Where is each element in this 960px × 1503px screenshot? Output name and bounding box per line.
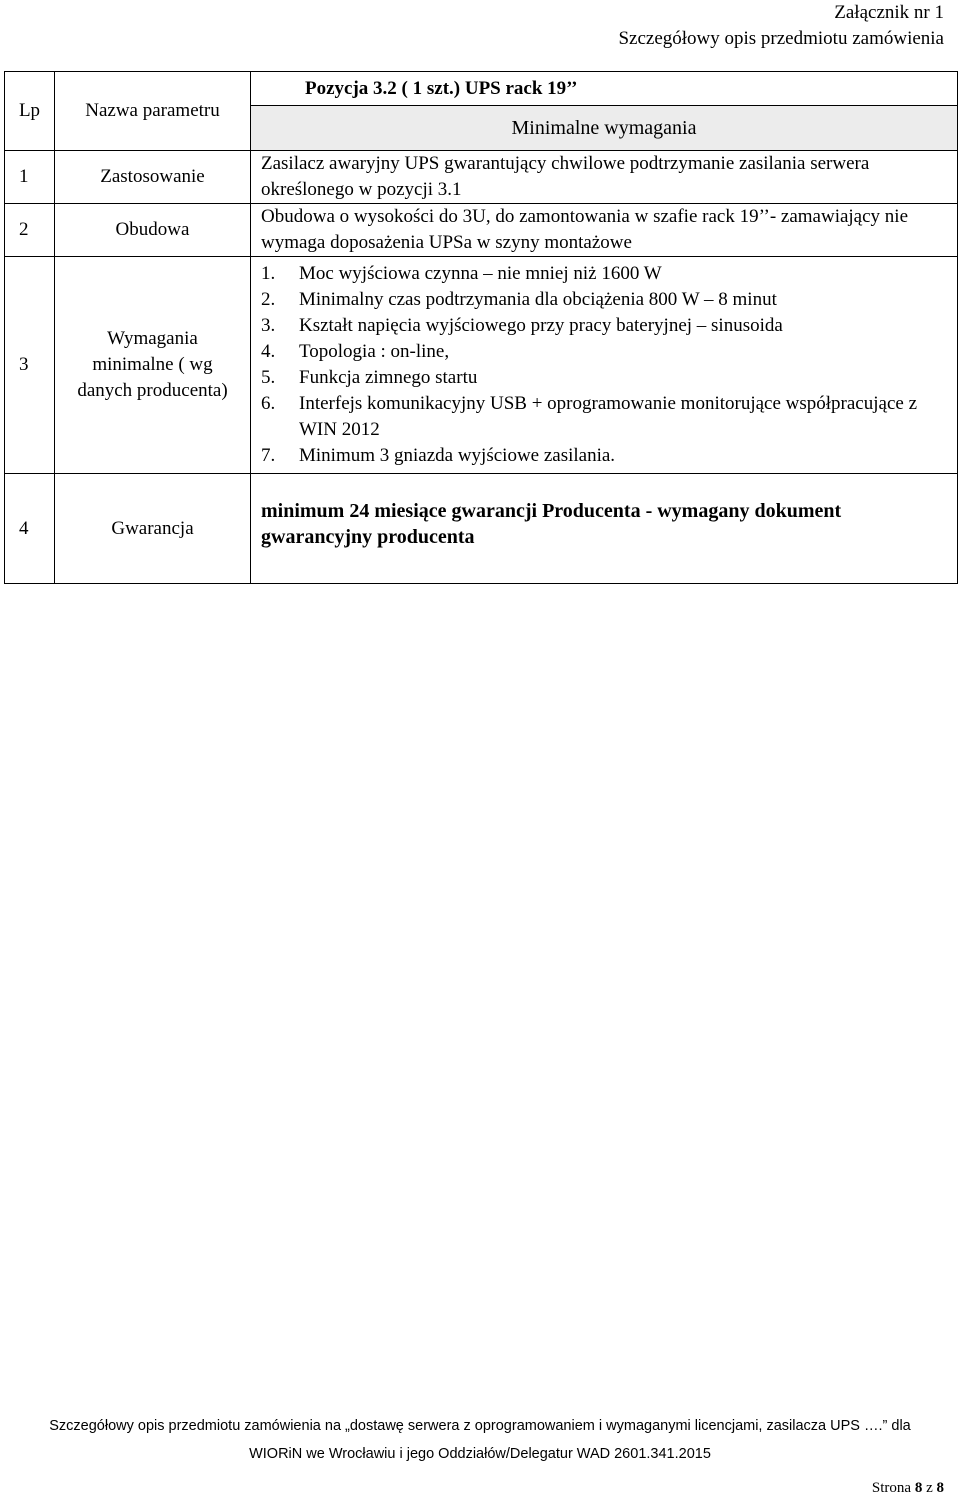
row-parameter-name: Wymagania minimalne ( wg danych producenta) xyxy=(55,257,251,474)
row-requirement xyxy=(251,257,958,474)
row-number: 4 xyxy=(5,474,55,584)
row-parameter-name: Gwarancja xyxy=(55,474,251,584)
col-requirements-header: Minimalne wymagania xyxy=(251,106,958,151)
row-number: 3 xyxy=(5,257,55,474)
table-row xyxy=(5,151,958,204)
spec-table xyxy=(4,71,958,584)
row-parameter-name: Obudowa xyxy=(55,204,251,257)
col-name-header: Nazwa parametru xyxy=(55,72,251,151)
document-title: Szczegółowy opis przedmiotu zamówienia xyxy=(618,28,944,49)
row-requirement: Obudowa o wysokości do 3U, do zamontowania w szafie rack 19’’- zamawiający nie wymaga doposażenia UPSa w szyny montażowe xyxy=(251,204,958,257)
col-lp-header: Lp xyxy=(5,72,55,151)
table-row xyxy=(5,257,958,474)
list-item: 5. Funkcja zimnego startu xyxy=(261,367,478,388)
page-header xyxy=(618,0,944,52)
page-footer xyxy=(0,1412,960,1468)
list-item: 4. Topologia : on-line, xyxy=(261,341,450,362)
row-parameter-name: Zastosowanie xyxy=(55,151,251,204)
table-row xyxy=(5,474,958,584)
list-item: 3. Kształt napięcia wyjściowego przy pracy bateryjnej – sinusoida xyxy=(261,315,783,336)
footer-line-1: Szczegółowy opis przedmiotu zamówienia na „dostawę serwera z oprogramowaniem i wymaganymi licencjami, zasilacza UPS ….” dla xyxy=(49,1418,911,1434)
row-requirement xyxy=(251,474,958,584)
row-requirement: Zasilacz awaryjny UPS gwarantujący chwilowe podtrzymanie zasilania serwera określonego w pozycji 3.1 xyxy=(251,151,958,204)
list-item: 1. Moc wyjściowa czynna – nie mniej niż 1600 W xyxy=(261,263,662,284)
row-number: 2 xyxy=(5,204,55,257)
list-item: 7. Minimum 3 gniazda wyjściowe zasilania. xyxy=(261,445,616,466)
warranty-text: minimum 24 miesiące gwarancji Producenta - wymagany dokument gwarancyjny producenta xyxy=(261,500,842,548)
requirements-list xyxy=(261,257,957,473)
table-row xyxy=(5,204,958,257)
list-item: 2. Minimalny czas podtrzymania dla obciążenia 800 W – 8 minut xyxy=(261,289,777,310)
footer-line-2: WIORiN we Wrocławiu i jego Oddziałów/Delegatur WAD 2601.341.2015 xyxy=(249,1446,711,1462)
row-number: 1 xyxy=(5,151,55,204)
annex-label: Załącznik nr 1 xyxy=(834,2,944,23)
position-title: Pozycja 3.2 ( 1 szt.) UPS rack 19’’ xyxy=(251,72,958,106)
page-number: Strona 8 z 8 xyxy=(871,1480,944,1496)
list-item: 6. Interfejs komunikacyjny USB + oprogramowanie monitorujące współpracujące z WIN 2012 xyxy=(261,393,918,440)
